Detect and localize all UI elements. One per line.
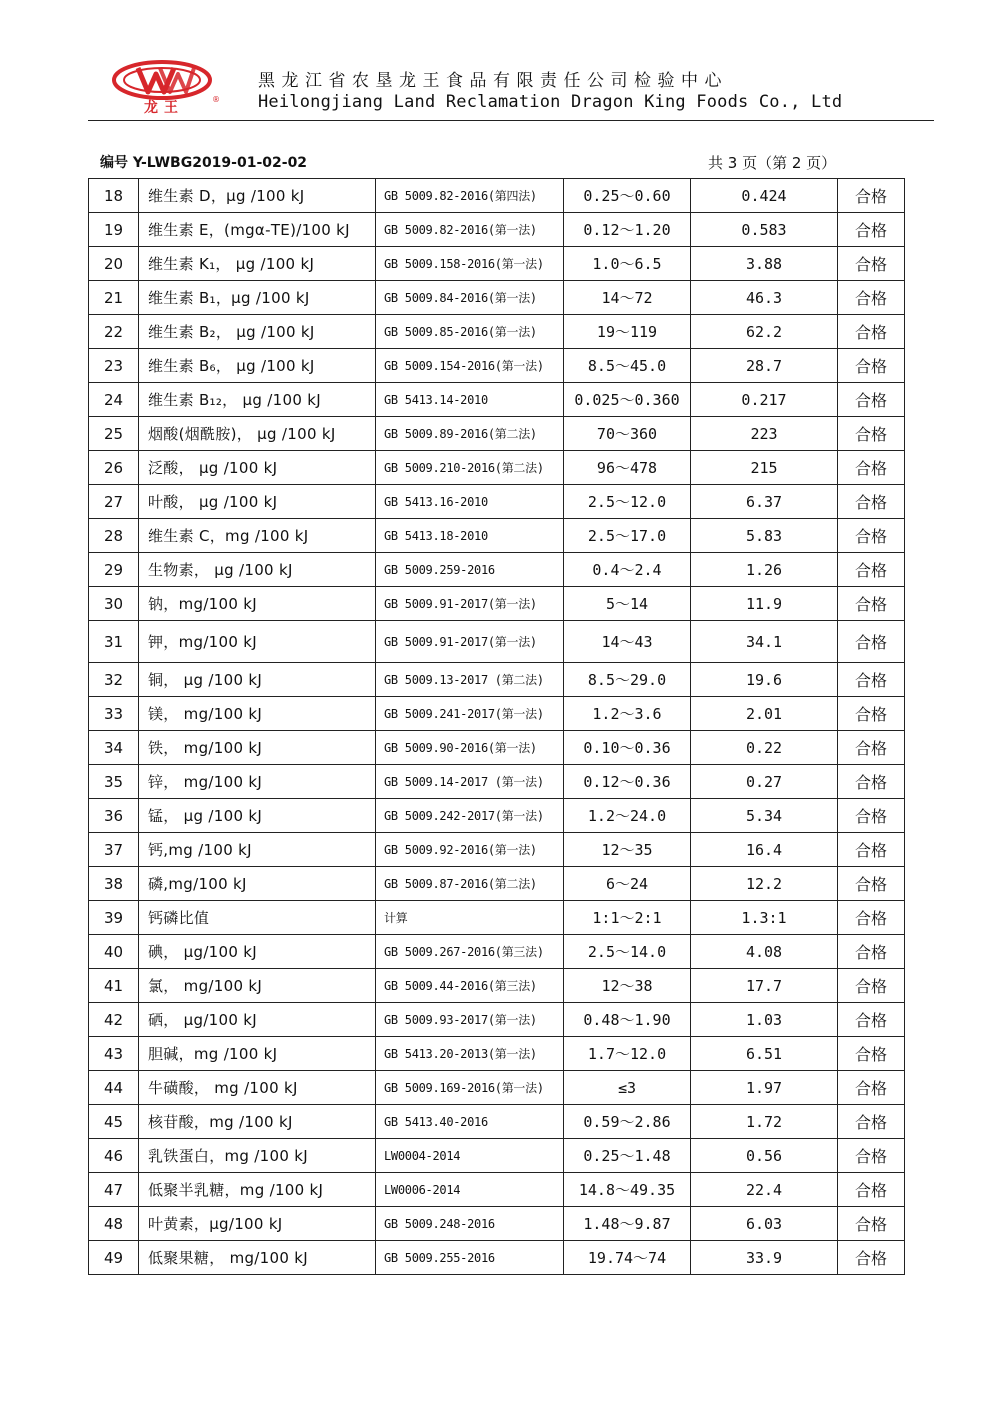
test-item: 铁， mg/100 kJ — [139, 731, 376, 765]
table-row — [89, 901, 905, 935]
standard-value: 1.7～12.0 — [564, 1037, 691, 1071]
test-item: 锰， μg /100 kJ — [139, 799, 376, 833]
row-number: 46 — [89, 1139, 139, 1173]
row-number: 33 — [89, 697, 139, 731]
test-method: GB 5009.91-2017(第一法) — [376, 621, 564, 663]
conclusion: 合格 — [838, 179, 905, 213]
standard-value: 12～38 — [564, 969, 691, 1003]
company-name-en: Heilongjiang Land Reclamation Dragon King Foods Co., Ltd — [258, 92, 843, 112]
test-result: 1.26 — [691, 553, 838, 587]
conclusion: 合格 — [838, 969, 905, 1003]
test-result: 1.03 — [691, 1003, 838, 1037]
standard-value: 0.12～0.36 — [564, 765, 691, 799]
row-number: 41 — [89, 969, 139, 1003]
test-method: GB 5009.259-2016 — [376, 553, 564, 587]
test-result: 0.424 — [691, 179, 838, 213]
row-number: 49 — [89, 1241, 139, 1275]
table-row — [89, 179, 905, 213]
standard-value: 2.5～17.0 — [564, 519, 691, 553]
test-item: 低聚半乳糖，mg /100 kJ — [139, 1173, 376, 1207]
test-item: 铜， μg /100 kJ — [139, 663, 376, 697]
test-method: GB 5009.267-2016(第三法) — [376, 935, 564, 969]
row-number: 36 — [89, 799, 139, 833]
row-number: 21 — [89, 281, 139, 315]
test-result: 22.4 — [691, 1173, 838, 1207]
test-item: 核苷酸，mg /100 kJ — [139, 1105, 376, 1139]
test-item: 氯， mg/100 kJ — [139, 969, 376, 1003]
table-row — [89, 799, 905, 833]
test-method: GB 5413.14-2010 — [376, 383, 564, 417]
document-number: 编号 Y-LWBG2019-01-02-02 — [100, 155, 308, 171]
table-row — [89, 867, 905, 901]
table-row — [89, 213, 905, 247]
test-item: 叶黄素，μg/100 kJ — [139, 1207, 376, 1241]
standard-value: 70～360 — [564, 417, 691, 451]
standard-value: 2.5～14.0 — [564, 935, 691, 969]
test-method: LW0004-2014 — [376, 1139, 564, 1173]
test-item: 维生素 B₁₂， μg /100 kJ — [139, 383, 376, 417]
test-item: 镁， mg/100 kJ — [139, 697, 376, 731]
row-number: 34 — [89, 731, 139, 765]
table-row — [89, 417, 905, 451]
test-method: GB 5413.40-2016 — [376, 1105, 564, 1139]
test-result: 223 — [691, 417, 838, 451]
standard-value: 96～478 — [564, 451, 691, 485]
conclusion: 合格 — [838, 1139, 905, 1173]
page-info: 共 3 页（第 2 页） — [708, 154, 837, 172]
test-item: 维生素 B₆， μg /100 kJ — [139, 349, 376, 383]
row-number: 40 — [89, 935, 139, 969]
conclusion: 合格 — [838, 901, 905, 935]
conclusion: 合格 — [838, 451, 905, 485]
conclusion: 合格 — [838, 621, 905, 663]
standard-value: 1:1～2:1 — [564, 901, 691, 935]
report-header — [100, 58, 932, 122]
table-row — [89, 247, 905, 281]
test-item: 磷,mg/100 kJ — [139, 867, 376, 901]
test-method: GB 5413.20-2013(第一法) — [376, 1037, 564, 1071]
row-number: 42 — [89, 1003, 139, 1037]
test-result: 17.7 — [691, 969, 838, 1003]
test-method: GB 5009.14-2017 (第一法) — [376, 765, 564, 799]
test-result: 0.583 — [691, 213, 838, 247]
test-item: 烟酸(烟酰胺)， μg /100 kJ — [139, 417, 376, 451]
standard-value: 6～24 — [564, 867, 691, 901]
conclusion: 合格 — [838, 1207, 905, 1241]
standard-value: 8.5～29.0 — [564, 663, 691, 697]
table-row — [89, 1105, 905, 1139]
row-number: 38 — [89, 867, 139, 901]
row-number: 43 — [89, 1037, 139, 1071]
table-row — [89, 969, 905, 1003]
test-method: GB 5009.93-2017(第一法) — [376, 1003, 564, 1037]
test-method: 计算 — [376, 901, 564, 935]
standard-value: 0.025～0.360 — [564, 383, 691, 417]
row-number: 32 — [89, 663, 139, 697]
test-method: LW0006-2014 — [376, 1173, 564, 1207]
test-result: 34.1 — [691, 621, 838, 663]
test-item: 低聚果糖， mg/100 kJ — [139, 1241, 376, 1275]
test-result: 6.03 — [691, 1207, 838, 1241]
standard-value: 0.59～2.86 — [564, 1105, 691, 1139]
standard-value: 0.10～0.36 — [564, 731, 691, 765]
test-method: GB 5009.85-2016(第一法) — [376, 315, 564, 349]
standard-value: 0.25～1.48 — [564, 1139, 691, 1173]
conclusion: 合格 — [838, 765, 905, 799]
test-method: GB 5413.18-2010 — [376, 519, 564, 553]
table-row — [89, 315, 905, 349]
standard-value: 8.5～45.0 — [564, 349, 691, 383]
standard-value: ≤3 — [564, 1071, 691, 1105]
row-number: 35 — [89, 765, 139, 799]
test-item: 锌， mg/100 kJ — [139, 765, 376, 799]
test-result: 33.9 — [691, 1241, 838, 1275]
table-row — [89, 621, 905, 663]
conclusion: 合格 — [838, 417, 905, 451]
conclusion: 合格 — [838, 799, 905, 833]
test-method: GB 5009.154-2016(第一法) — [376, 349, 564, 383]
test-method: GB 5009.92-2016(第一法) — [376, 833, 564, 867]
row-number: 22 — [89, 315, 139, 349]
header-divider — [88, 120, 934, 121]
conclusion: 合格 — [838, 731, 905, 765]
table-row — [89, 935, 905, 969]
test-result: 6.51 — [691, 1037, 838, 1071]
test-method: GB 5009.90-2016(第一法) — [376, 731, 564, 765]
standard-value: 12～35 — [564, 833, 691, 867]
table-row — [89, 1037, 905, 1071]
row-number: 20 — [89, 247, 139, 281]
conclusion: 合格 — [838, 383, 905, 417]
test-result: 3.88 — [691, 247, 838, 281]
table-row — [89, 697, 905, 731]
test-item: 泛酸， μg /100 kJ — [139, 451, 376, 485]
table-row — [89, 553, 905, 587]
test-item: 钙磷比值 — [139, 901, 376, 935]
table-row — [89, 1173, 905, 1207]
conclusion: 合格 — [838, 935, 905, 969]
test-method: GB 5009.87-2016(第二法) — [376, 867, 564, 901]
registered-mark: ® — [212, 95, 220, 104]
table-row — [89, 1071, 905, 1105]
company-logo — [108, 58, 220, 114]
standard-value: 14.8～49.35 — [564, 1173, 691, 1207]
test-item: 钾，mg/100 kJ — [139, 621, 376, 663]
test-result: 5.34 — [691, 799, 838, 833]
test-method: GB 5009.84-2016(第一法) — [376, 281, 564, 315]
test-result: 1.72 — [691, 1105, 838, 1139]
conclusion: 合格 — [838, 1071, 905, 1105]
conclusion: 合格 — [838, 1003, 905, 1037]
test-method: GB 5009.241-2017(第一法) — [376, 697, 564, 731]
test-result: 12.2 — [691, 867, 838, 901]
table-row — [89, 519, 905, 553]
conclusion: 合格 — [838, 315, 905, 349]
conclusion: 合格 — [838, 1105, 905, 1139]
standard-value: 19～119 — [564, 315, 691, 349]
test-method: GB 5009.89-2016(第二法) — [376, 417, 564, 451]
row-number: 30 — [89, 587, 139, 621]
conclusion: 合格 — [838, 281, 905, 315]
test-method: GB 5009.210-2016(第二法) — [376, 451, 564, 485]
table-row — [89, 587, 905, 621]
table-row — [89, 451, 905, 485]
test-result: 46.3 — [691, 281, 838, 315]
test-result: 4.08 — [691, 935, 838, 969]
standard-value: 1.2～24.0 — [564, 799, 691, 833]
conclusion: 合格 — [838, 833, 905, 867]
test-item: 牛磺酸， mg /100 kJ — [139, 1071, 376, 1105]
standard-value: 0.25～0.60 — [564, 179, 691, 213]
standard-value: 0.12～1.20 — [564, 213, 691, 247]
row-number: 24 — [89, 383, 139, 417]
test-method: GB 5009.248-2016 — [376, 1207, 564, 1241]
test-result: 6.37 — [691, 485, 838, 519]
test-item: 维生素 C，mg /100 kJ — [139, 519, 376, 553]
table-row — [89, 281, 905, 315]
row-number: 37 — [89, 833, 139, 867]
test-item: 维生素 B₁，μg /100 kJ — [139, 281, 376, 315]
conclusion: 合格 — [838, 519, 905, 553]
table-row — [89, 485, 905, 519]
row-number: 25 — [89, 417, 139, 451]
row-number: 29 — [89, 553, 139, 587]
test-item: 乳铁蛋白，mg /100 kJ — [139, 1139, 376, 1173]
logo-text: 龙王 — [144, 100, 184, 114]
standard-value: 14～43 — [564, 621, 691, 663]
test-item: 胆碱，mg /100 kJ — [139, 1037, 376, 1071]
standard-value: 5～14 — [564, 587, 691, 621]
test-result: 0.217 — [691, 383, 838, 417]
conclusion: 合格 — [838, 553, 905, 587]
standard-value: 2.5～12.0 — [564, 485, 691, 519]
test-result: 5.83 — [691, 519, 838, 553]
test-results-table — [88, 178, 905, 1275]
row-number: 28 — [89, 519, 139, 553]
standard-value: 0.48～1.90 — [564, 1003, 691, 1037]
row-number: 47 — [89, 1173, 139, 1207]
test-method: GB 5009.242-2017(第一法) — [376, 799, 564, 833]
standard-value: 0.4～2.4 — [564, 553, 691, 587]
test-result: 19.6 — [691, 663, 838, 697]
row-number: 45 — [89, 1105, 139, 1139]
standard-value: 19.74～74 — [564, 1241, 691, 1275]
conclusion: 合格 — [838, 867, 905, 901]
test-result: 62.2 — [691, 315, 838, 349]
test-result: 0.27 — [691, 765, 838, 799]
test-method: GB 5009.91-2017(第一法) — [376, 587, 564, 621]
test-item: 维生素 E，(mgα-TE)/100 kJ — [139, 213, 376, 247]
conclusion: 合格 — [838, 485, 905, 519]
test-item: 维生素 B₂， μg /100 kJ — [139, 315, 376, 349]
conclusion: 合格 — [838, 663, 905, 697]
table-row — [89, 1139, 905, 1173]
test-result: 28.7 — [691, 349, 838, 383]
conclusion: 合格 — [838, 213, 905, 247]
test-item: 维生素 D，μg /100 kJ — [139, 179, 376, 213]
test-method: GB 5413.16-2010 — [376, 485, 564, 519]
row-number: 39 — [89, 901, 139, 935]
row-number: 27 — [89, 485, 139, 519]
test-result: 1.3:1 — [691, 901, 838, 935]
conclusion: 合格 — [838, 697, 905, 731]
test-method: GB 5009.255-2016 — [376, 1241, 564, 1275]
row-number: 19 — [89, 213, 139, 247]
conclusion: 合格 — [838, 1241, 905, 1275]
test-result: 1.97 — [691, 1071, 838, 1105]
standard-value: 1.48～9.87 — [564, 1207, 691, 1241]
test-result: 0.56 — [691, 1139, 838, 1173]
test-item: 硒， μg/100 kJ — [139, 1003, 376, 1037]
conclusion: 合格 — [838, 1173, 905, 1207]
test-item: 维生素 K₁， μg /100 kJ — [139, 247, 376, 281]
row-number: 18 — [89, 179, 139, 213]
row-number: 44 — [89, 1071, 139, 1105]
conclusion: 合格 — [838, 1037, 905, 1071]
test-result: 11.9 — [691, 587, 838, 621]
test-result: 16.4 — [691, 833, 838, 867]
row-number: 31 — [89, 621, 139, 663]
company-name-cn: 黑龙江省农垦龙王食品有限责任公司检验中心 — [258, 71, 728, 91]
table-row — [89, 383, 905, 417]
table-row — [89, 1207, 905, 1241]
test-item: 碘， μg/100 kJ — [139, 935, 376, 969]
table-row — [89, 833, 905, 867]
row-number: 48 — [89, 1207, 139, 1241]
test-result: 2.01 — [691, 697, 838, 731]
table-body — [89, 179, 905, 1275]
test-item: 钙,mg /100 kJ — [139, 833, 376, 867]
row-number: 26 — [89, 451, 139, 485]
test-result: 0.22 — [691, 731, 838, 765]
test-method: GB 5009.169-2016(第一法) — [376, 1071, 564, 1105]
standard-value: 14～72 — [564, 281, 691, 315]
conclusion: 合格 — [838, 587, 905, 621]
test-result: 215 — [691, 451, 838, 485]
test-method: GB 5009.44-2016(第三法) — [376, 969, 564, 1003]
test-method: GB 5009.13-2017 (第二法) — [376, 663, 564, 697]
table-row — [89, 1241, 905, 1275]
test-item: 钠，mg/100 kJ — [139, 587, 376, 621]
table-row — [89, 731, 905, 765]
test-method: GB 5009.82-2016(第一法) — [376, 213, 564, 247]
table-row — [89, 765, 905, 799]
test-method: GB 5009.82-2016(第四法) — [376, 179, 564, 213]
test-method: GB 5009.158-2016(第一法) — [376, 247, 564, 281]
table-row — [89, 1003, 905, 1037]
standard-value: 1.2～3.6 — [564, 697, 691, 731]
table-row — [89, 349, 905, 383]
conclusion: 合格 — [838, 349, 905, 383]
row-number: 23 — [89, 349, 139, 383]
table-row — [89, 663, 905, 697]
standard-value: 1.0～6.5 — [564, 247, 691, 281]
test-item: 生物素， μg /100 kJ — [139, 553, 376, 587]
conclusion: 合格 — [838, 247, 905, 281]
test-item: 叶酸， μg /100 kJ — [139, 485, 376, 519]
